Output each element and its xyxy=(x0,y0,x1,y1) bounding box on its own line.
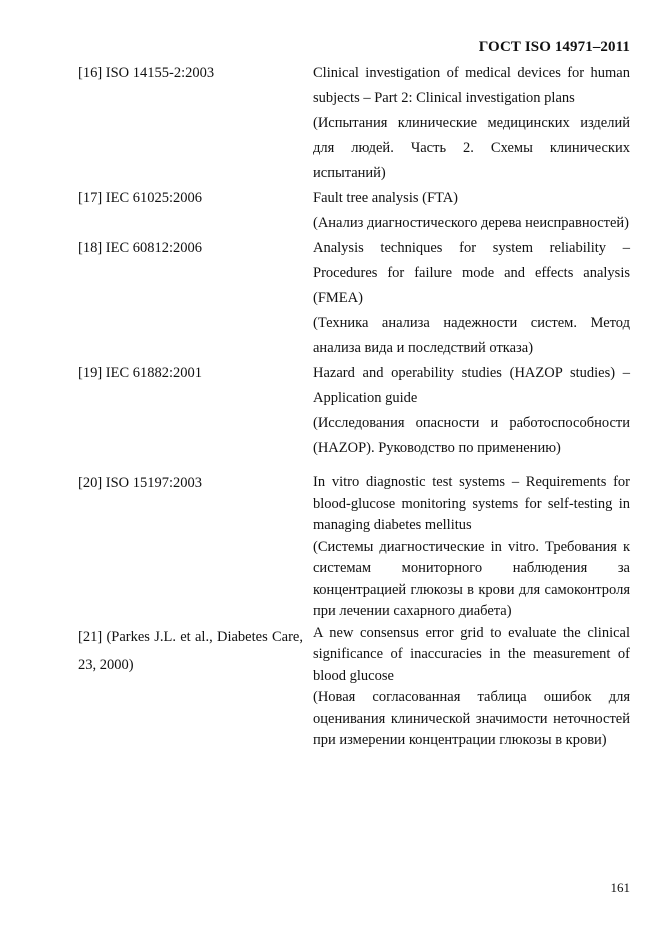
reference-description xyxy=(313,186,630,236)
bibliography-entry-16 xyxy=(78,61,630,186)
bibliography-entry-21 xyxy=(78,623,630,752)
page-number: 161 xyxy=(610,880,630,895)
reference-id: [16] ISO 14155-2:2003 xyxy=(78,65,215,81)
english-title: A new consensus error grid to evaluate the clinical significance of inaccuracies in the measurement of blood glucose xyxy=(313,624,630,684)
english-title: In vitro diagnostic test systems – Requirements for blood-glucose monitoring systems for self-testing in managing diabetes mellitus xyxy=(313,474,630,533)
bibliography-entry-20 xyxy=(78,472,630,623)
reference-id: [21] (Parkes J.L. et al., Diabetes Care, 23, 2000) xyxy=(78,628,303,673)
russian-title: (Системы диагностические in vitro. Требования к системам мониторного наблюдения за концентрацией глюкозы в крови для самоконтроля при лечении сахарного диабета) xyxy=(313,538,630,619)
reference-description xyxy=(313,472,630,623)
reference-id: [20] ISO 15197:2003 xyxy=(78,475,203,491)
standard-designation: ГОСТ ISO 14971–2011 xyxy=(478,39,630,55)
english-title: Fault tree analysis (FTA) xyxy=(313,190,459,206)
russian-title: (Техника анализа надежности систем. Метод анализа вида и последствий отказа) xyxy=(313,315,630,356)
russian-title: (Новая согласованная таблица ошибок для оценивания клинической значимости неточностей при измерении концентрации глюкозы в крови) xyxy=(313,689,630,748)
reference-description xyxy=(313,61,630,186)
english-title: Hazard and operability studies (HAZOP studies) – Application guide xyxy=(313,365,630,406)
reference-description xyxy=(313,361,630,461)
reference-id: [18] IEC 60812:2006 xyxy=(78,240,203,256)
reference-id: [19] IEC 61882:2001 xyxy=(78,365,203,381)
russian-title: (Исследования опасности и работоспособности (HAZOP). Руководство по применению) xyxy=(313,415,630,456)
english-title: Clinical investigation of medical devices for human subjects – Part 2: Clinical investigation plans xyxy=(313,65,630,106)
russian-title: (Испытания клинические медицинских изделий для людей. Часть 2. Схемы клинических испытаний) xyxy=(313,115,630,181)
russian-title: (Анализ диагностического дерева неисправностей) xyxy=(313,215,630,231)
reference-description xyxy=(313,623,630,752)
bibliography-list xyxy=(78,61,630,752)
bibliography-entry-17 xyxy=(78,186,630,236)
english-title: Analysis techniques for system reliability – Procedures for failure mode and effects analysis (FMEA) xyxy=(313,240,630,306)
bibliography-entry-18 xyxy=(78,236,630,361)
reference-description xyxy=(313,236,630,361)
reference-id: [17] IEC 61025:2006 xyxy=(78,190,203,206)
bibliography-entry-19 xyxy=(78,361,630,461)
